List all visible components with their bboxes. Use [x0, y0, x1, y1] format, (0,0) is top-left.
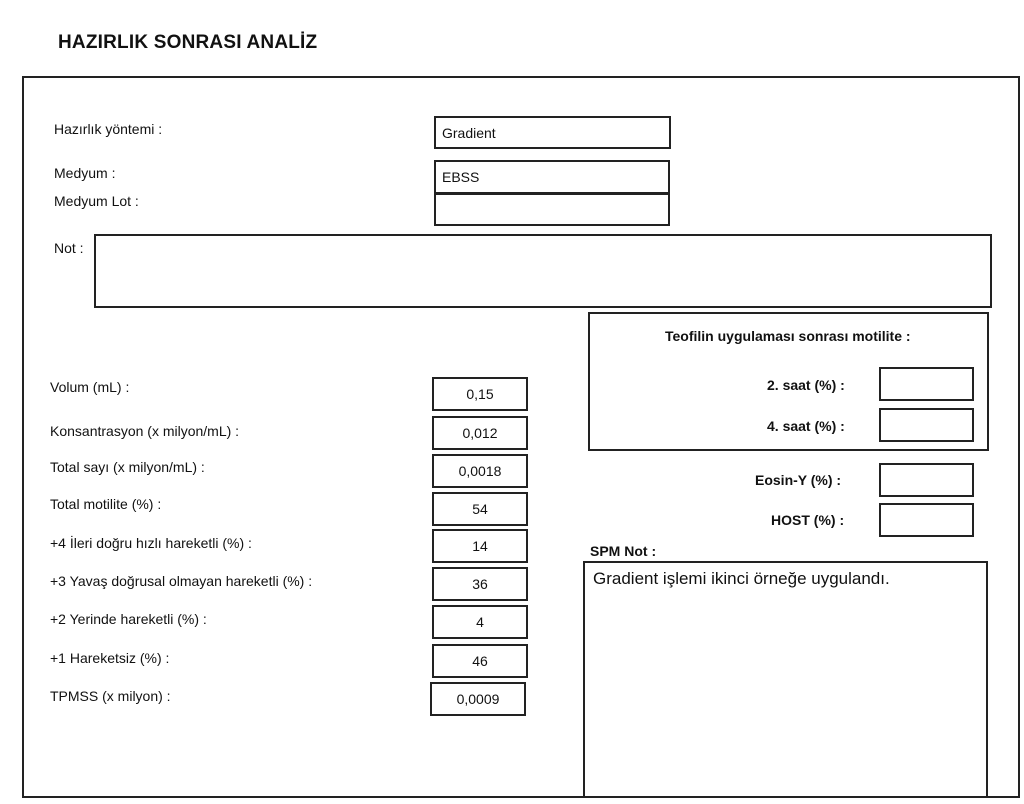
method-label: Hazırlık yöntemi :	[54, 121, 163, 137]
spm-note-field[interactable]: Gradient işlemi ikinci örneğe uygulandı.	[583, 561, 988, 798]
measure-value-grade2[interactable]: 4	[432, 605, 528, 639]
measure-value-concentration[interactable]: 0,012	[432, 416, 528, 450]
medium-field[interactable]: EBSS	[434, 160, 670, 194]
measure-value-total-count[interactable]: 0,0018	[432, 454, 528, 488]
measure-label-tpmss: TPMSS (x milyon) :	[50, 688, 171, 704]
hour4-label: 4. saat (%) :	[767, 418, 845, 434]
eosin-field[interactable]	[879, 463, 974, 497]
measure-value-total-motility[interactable]: 54	[432, 492, 528, 526]
measure-label-total-motility: Total motilite (%) :	[50, 496, 162, 512]
hour4-field[interactable]	[879, 408, 974, 442]
measure-value-grade4[interactable]: 14	[432, 529, 528, 563]
medium-lot-field[interactable]	[434, 193, 670, 226]
measure-label-volume: Volum (mL) :	[50, 379, 130, 395]
measure-value-tpmss[interactable]: 0,0009	[430, 682, 526, 716]
measure-label-concentration: Konsantrasyon (x milyon/mL) :	[50, 423, 240, 439]
hour2-label: 2. saat (%) :	[767, 377, 845, 393]
measure-label-grade3: +3 Yavaş doğrusal olmayan hareketli (%) :	[50, 573, 313, 589]
host-label: HOST (%) :	[771, 512, 845, 528]
host-field[interactable]	[879, 503, 974, 537]
note-label: Not :	[54, 240, 84, 256]
measure-label-grade1: +1 Hareketsiz (%) :	[50, 650, 170, 666]
measure-value-grade3[interactable]: 36	[432, 567, 528, 601]
measure-value-volume[interactable]: 0,15	[432, 377, 528, 411]
measure-label-grade4: +4 İleri doğru hızlı hareketli (%) :	[50, 535, 252, 551]
measure-label-total-count: Total sayı (x milyon/mL) :	[50, 459, 205, 475]
measure-value-grade1[interactable]: 46	[432, 644, 528, 678]
medium-label: Medyum :	[54, 165, 116, 181]
theophylline-title: Teofilin uygulaması sonrası motilite :	[665, 328, 911, 344]
measure-label-grade2: +2 Yerinde hareketli (%) :	[50, 611, 207, 627]
method-field[interactable]: Gradient	[434, 116, 671, 149]
medium-lot-label: Medyum Lot :	[54, 193, 139, 209]
spm-note-label: SPM Not :	[590, 543, 657, 559]
hour2-field[interactable]	[879, 367, 974, 401]
page-title: HAZIRLIK SONRASI ANALİZ	[58, 32, 318, 53]
note-field[interactable]	[94, 234, 992, 308]
eosin-label: Eosin-Y (%) :	[755, 472, 842, 488]
